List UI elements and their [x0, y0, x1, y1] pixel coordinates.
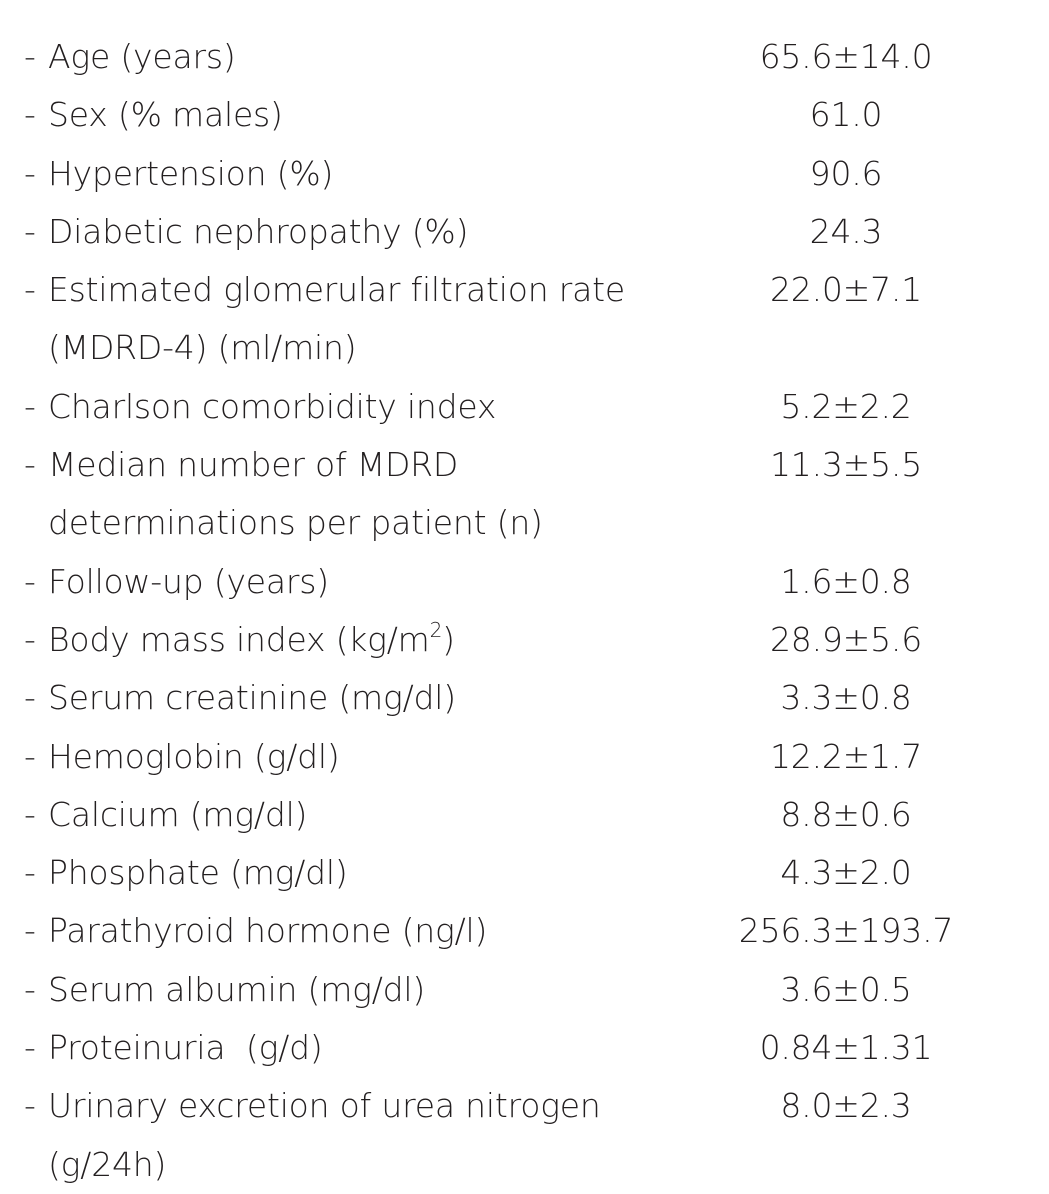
- table-row: [0, 553, 1049, 611]
- table-row: [0, 786, 1049, 844]
- row-value: 28.9±5.6: [769, 619, 922, 659]
- row-label-text: Estimated glomerular filtration rate (MDRD-4) (ml/min): [48, 270, 625, 368]
- row-label: [0, 961, 720, 1019]
- row-label-text: Hypertension (%): [48, 153, 334, 193]
- row-label: [0, 86, 720, 144]
- table-row: [0, 261, 1049, 378]
- row-value: 256.3±193.7: [738, 911, 954, 951]
- bullet-dash: -: [24, 270, 36, 310]
- row-label: [0, 261, 720, 378]
- row-label: [0, 28, 720, 86]
- row-label-text: Diabetic nephropathy (%): [48, 211, 469, 251]
- row-value: 65.6±14.0: [759, 37, 933, 76]
- row-label: [0, 553, 720, 611]
- row-label: [0, 145, 720, 203]
- row-label-text: [48, 611, 628, 669]
- row-label-text: Serum albumin (mg/dl): [48, 969, 426, 1009]
- table-row: [0, 728, 1049, 786]
- bullet-dash: -: [24, 853, 36, 893]
- bullet-dash: -: [24, 1086, 36, 1126]
- bullet-dash: -: [24, 736, 36, 776]
- row-value: 11.3±5.5: [769, 445, 922, 485]
- row-label-text: Proteinuria (g/d): [48, 1028, 323, 1068]
- row-label-text: Charlson comorbidity index: [48, 386, 497, 426]
- row-label-close: ): [442, 619, 455, 659]
- row-value: 5.2±2.2: [780, 386, 912, 426]
- row-label-text: Phosphate (mg/dl): [48, 853, 348, 893]
- bullet-dash: -: [24, 1028, 36, 1068]
- table-row: [0, 145, 1049, 203]
- row-label-text: Parathyroid hormone (ng/l): [48, 911, 488, 951]
- row-value: 61.0: [809, 95, 883, 135]
- row-value: 12.2±1.7: [769, 736, 922, 776]
- table-row: [0, 844, 1049, 902]
- bullet-dash: -: [24, 211, 36, 251]
- row-label-main: Body mass index (kg/m: [48, 619, 430, 659]
- row-label-text: Median number of MDRD determinations per patient (n): [48, 445, 543, 543]
- characteristics-table: [0, 28, 1049, 1194]
- table-row: [0, 902, 1049, 960]
- bullet-dash: -: [24, 619, 36, 659]
- bullet-dash: -: [24, 37, 36, 76]
- row-label: [0, 728, 720, 786]
- row-value: 3.6±0.5: [780, 969, 912, 1009]
- row-value: 22.0±7.1: [769, 270, 922, 310]
- row-value: 0.84±1.31: [759, 1028, 933, 1068]
- row-label: [0, 203, 720, 261]
- row-label-text: Urinary excretion of urea nitrogen (g/24h): [48, 1086, 601, 1184]
- table-row: [0, 961, 1049, 1019]
- row-label: [0, 611, 720, 669]
- row-label-text: Hemoglobin (g/dl): [48, 736, 340, 776]
- row-label: [0, 786, 720, 844]
- row-label-text: Sex (% males): [48, 95, 283, 135]
- table-row: [0, 378, 1049, 436]
- table-row: [0, 1077, 1049, 1194]
- row-value: 4.3±2.0: [780, 853, 912, 893]
- bullet-dash: -: [24, 386, 36, 426]
- row-value: 3.3±0.8: [780, 678, 912, 718]
- row-label: [0, 902, 720, 960]
- row-label-text: Age (years): [48, 37, 236, 76]
- row-value: 24.3: [809, 211, 883, 251]
- bullet-dash: -: [24, 153, 36, 193]
- row-label-text: Calcium (mg/dl): [48, 794, 308, 834]
- row-label: [0, 669, 720, 727]
- bullet-dash: -: [24, 445, 36, 485]
- row-value: 90.6: [809, 153, 883, 193]
- bullet-dash: -: [24, 678, 36, 718]
- row-label-text: Follow-up (years): [48, 561, 329, 601]
- bullet-dash: -: [24, 95, 36, 135]
- bullet-dash: -: [24, 969, 36, 1009]
- table-row: [0, 611, 1049, 669]
- row-label: [0, 1077, 720, 1194]
- table-row: [0, 1019, 1049, 1077]
- row-value: 8.0±2.3: [780, 1086, 912, 1126]
- row-value: 8.8±0.6: [780, 794, 912, 834]
- table-row: [0, 669, 1049, 727]
- table-row: [0, 436, 1049, 553]
- row-label: [0, 844, 720, 902]
- row-label: [0, 436, 720, 553]
- row-label-text: Serum creatinine (mg/dl): [48, 678, 456, 718]
- superscript: 2: [429, 617, 443, 642]
- table-row: [0, 203, 1049, 261]
- row-label: [0, 378, 720, 436]
- row-label: [0, 1019, 720, 1077]
- row-value: 1.6±0.8: [780, 561, 912, 601]
- table-row: [0, 28, 1049, 86]
- bullet-dash: -: [24, 794, 36, 834]
- table-row: [0, 86, 1049, 144]
- bullet-dash: -: [24, 911, 36, 951]
- bullet-dash: -: [24, 561, 36, 601]
